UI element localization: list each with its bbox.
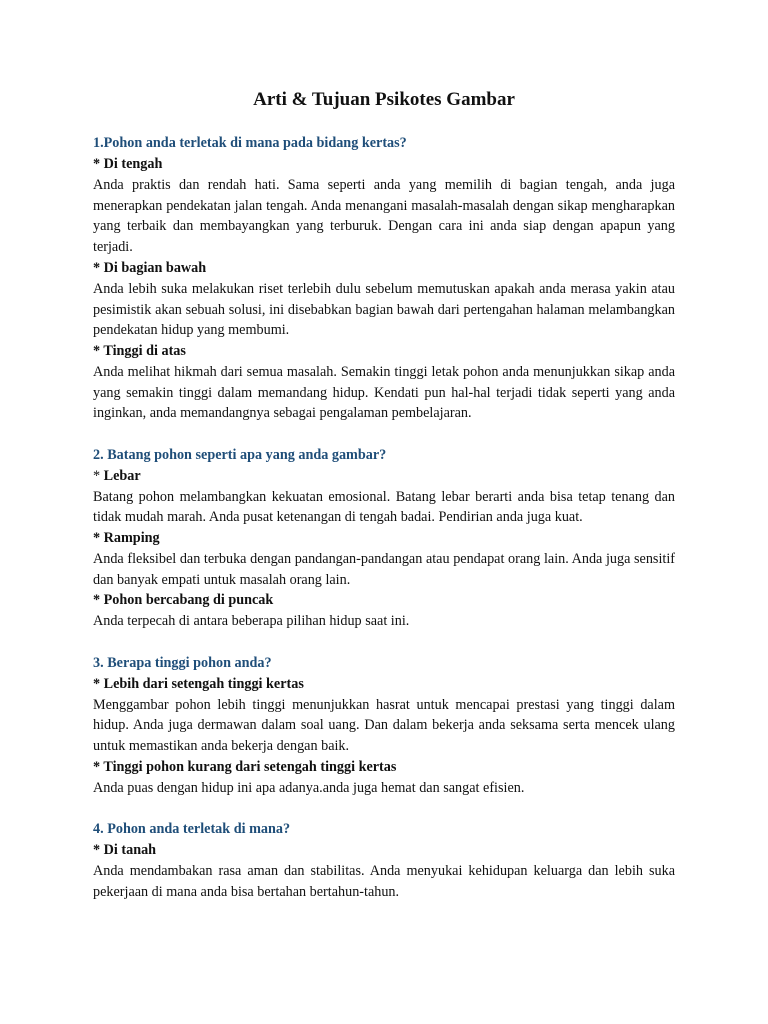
option-heading [93, 840, 675, 861]
document-title: Arti & Tujuan Psikotes Gambar [253, 89, 515, 110]
question-heading: 4. Pohon anda terletak di mana? [93, 820, 291, 837]
option-paragraph: Anda lebih suka melakukan riset terlebih dulu sebelum memutuskan apakah anda merasa yakin atau pesimistik akan sebuah solusi, ini disebabkan bagian bawah dari pertengahan halaman melambangkan pendekatan hidup yang membumi. [93, 280, 675, 339]
option-heading [93, 341, 675, 362]
section-1 [93, 133, 675, 424]
option-heading [93, 528, 675, 549]
document-body [93, 133, 675, 923]
option-label: Di tengah [103, 156, 163, 172]
option-star: * [93, 467, 104, 484]
question-heading: 2. Batang pohon seperti apa yang anda gambar? [93, 446, 387, 463]
section-2 [93, 445, 675, 633]
question-heading: 3. Berapa tinggi pohon anda? [93, 654, 272, 671]
option-heading [93, 154, 675, 175]
option-heading [93, 590, 675, 611]
option-paragraph: Anda praktis dan rendah hati. Sama seperti anda yang memilih di bagian tengah, anda juga menerapkan pendekatan jalan tengah. Anda menangani masalah-masalah dengan sikap mengharapkan yang terbaik dan membayangkan yang terburuk. Dengan cara ini anda siap dengan apapun yang terjadi. [93, 177, 675, 256]
option-star: * [93, 156, 104, 172]
section-3 [93, 653, 675, 799]
option-star: * [93, 529, 104, 546]
question-heading: 1.Pohon anda terletak di mana pada bidang kertas? [93, 135, 407, 151]
option-heading [93, 466, 675, 487]
option-paragraph: Anda puas dengan hidup ini apa adanya.anda juga hemat dan sangat efisien. [93, 779, 525, 796]
option-label: Tinggi pohon kurang dari setengah tinggi kertas [103, 758, 397, 775]
option-paragraph: Menggambar pohon lebih tinggi menunjukkan hasrat untuk mencapai prestasi yang tinggi dalam hidup. Anda juga dermawan dalam soal uang. Dan dalam bekerja anda seksama serta mencek ulang untuk memastikan anda bekerja dengan baik. [93, 696, 675, 754]
option-star: * [93, 841, 104, 858]
option-label: Di bagian bawah [103, 259, 207, 276]
option-star: * [93, 592, 104, 609]
option-heading [93, 258, 675, 279]
option-star: * [93, 675, 104, 692]
option-label: Ramping [103, 529, 160, 546]
option-paragraph: Anda fleksibel dan terbuka dengan pandangan-pandangan atau pendapat orang lain. Anda juga sensitif dan banyak empati untuk masalah orang lain. [93, 550, 675, 588]
option-paragraph: Anda terpecah di antara beberapa pilihan hidup saat ini. [93, 613, 410, 630]
option-paragraph: Anda mendambakan rasa aman dan stabilitas. Anda menyukai kehidupan keluarga dan lebih suka pekerjaan di mana anda bisa bertahan bertahun-tahun. [93, 862, 675, 900]
option-label: Tinggi di atas [103, 342, 186, 359]
option-star: * [93, 758, 104, 775]
option-star: * [93, 342, 104, 359]
option-heading [93, 674, 675, 695]
option-label: Lebih dari setengah tinggi kertas [103, 675, 304, 692]
option-paragraph: Anda melihat hikmah dari semua masalah. Semakin tinggi letak pohon anda menunjukkan sikap anda yang semakin tinggi dalam memandang hidup. Kendati pun hal-hal terjadi tidak seperti yang anda inginkan, anda memandangnya sebagai pengalaman pembelajaran. [93, 363, 675, 422]
section-4 [93, 819, 675, 902]
option-label: Lebar [103, 467, 141, 484]
option-label: Di tanah [103, 841, 157, 858]
option-heading [93, 757, 675, 778]
option-paragraph: Batang pohon melambangkan kekuatan emosional. Batang lebar berarti anda bisa tetap tenang dan tidak mudah marah. Anda pusat ketenangan di tengah badai. Pendirian anda juga kuat. [93, 488, 675, 526]
option-star: * [93, 259, 104, 276]
option-label: Pohon bercabang di puncak [103, 592, 274, 609]
